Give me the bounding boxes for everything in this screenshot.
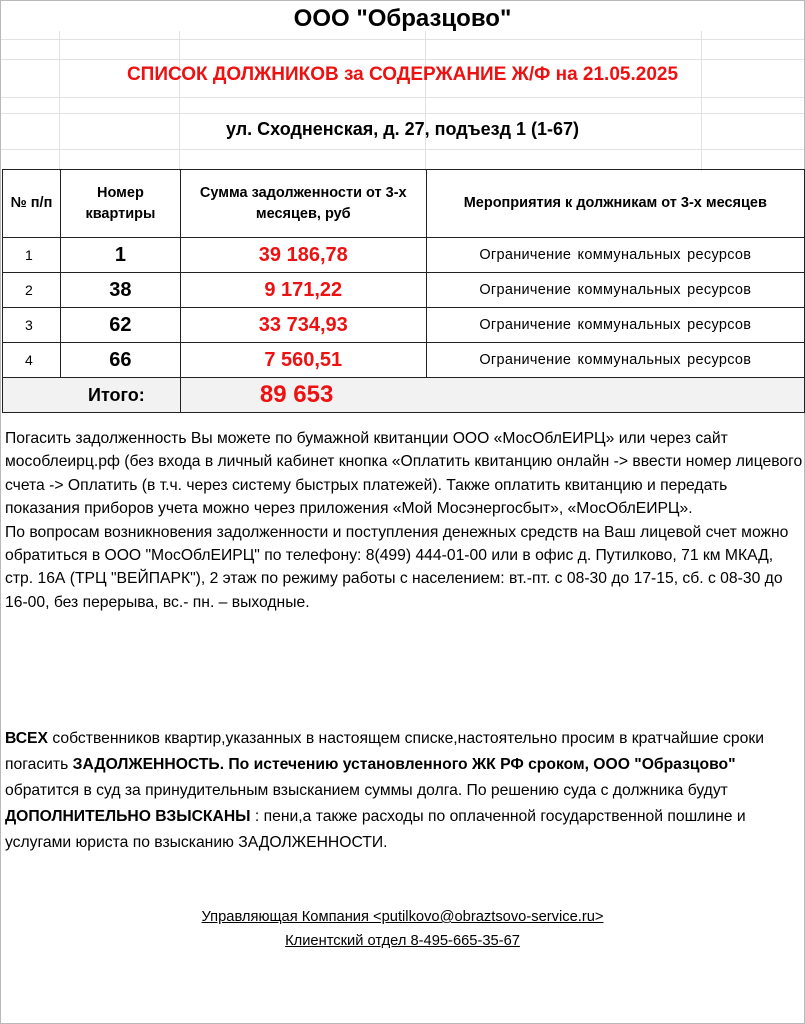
row-number: 1 bbox=[3, 238, 61, 273]
contact-instructions: По вопросам возникновения задолженности и поступления денежных средств на Ваш лицевой счет можно обратиться в ООО "МосОблЕИРЦ" по телефону: 8(499) 444-01-00 или в офис д. Путилково, 71 км МКАД, стр. 16А (ТРЦ "ВЕЙПАРК"), 2 этаж по режиму работы с населением: вт.-пт. с 08-30 до 17-15, сб. с 08-30 до 16-00, без перерыва, вс.- пн. – выходные. bbox=[5, 523, 789, 611]
header-measures: Мероприятия к должникам от 3-х месяцев bbox=[426, 170, 804, 238]
notice-text-2: обратится в суд за принудительным взысканием суммы долга. По решению суда с должника будут bbox=[5, 782, 728, 799]
footer bbox=[1, 905, 804, 953]
table-row bbox=[3, 343, 805, 378]
debtors-list-heading: СПИСОК ДОЛЖНИКОВ за СОДЕРЖАНИЕ Ж/Ф на 21.05.2025 bbox=[126, 64, 679, 85]
company-title: ООО "Образцово" bbox=[293, 5, 512, 32]
row-number: 4 bbox=[3, 343, 61, 378]
payment-instructions: Погасить задолженность Вы можете по бумажной квитанции ООО «МосОблЕИРЦ» или через сайт мособлеирц.рф (без входа в личный кабинет кнопка «Оплатить квитанцию онлайн -> ввести номер лицевого счета -> Оплатить (в т.ч. через систему быстрых платежей). Также оплатить квитанцию и передать показания приборов учета можно через приложения «Мой Мосэнергосбыт», «МосОблЕИРЦ». bbox=[5, 430, 803, 518]
client-department-phone[interactable]: Клиентский отдел 8-495-665-35-67 bbox=[285, 933, 520, 949]
row-number: 3 bbox=[3, 308, 61, 343]
debt-measure: Ограничение коммунальных ресурсов bbox=[426, 308, 804, 343]
notice-paragraph bbox=[5, 726, 803, 856]
total-label: Итого: bbox=[3, 378, 181, 413]
debt-amount: 33 734,93 bbox=[180, 308, 426, 343]
debt-amount: 7 560,51 bbox=[180, 343, 426, 378]
table-row bbox=[3, 273, 805, 308]
apartment-number: 62 bbox=[60, 308, 180, 343]
table-row bbox=[3, 238, 805, 273]
notice-text-3: : пени,а также расходы по оплаченной государственной пошлине и услугами юриста по взысканию ЗАДОЛЖЕННОСТИ. bbox=[5, 808, 746, 851]
header-row-number: № п/п bbox=[3, 170, 61, 238]
header-apartment-label: Номер квартиры bbox=[85, 184, 156, 222]
payment-info bbox=[5, 427, 803, 614]
debt-amount: 9 171,22 bbox=[180, 273, 426, 308]
notice-additional-charges: ДОПОЛНИТЕЛЬНО ВЗЫСКАНЫ bbox=[5, 808, 251, 825]
apartment-number: 66 bbox=[60, 343, 180, 378]
debtors-table bbox=[2, 169, 805, 413]
notice-text-1: собственников квартир,указанных в настоящем списке,настоятельно просим в кратчайшие сроки погасить bbox=[5, 730, 764, 773]
table-row bbox=[3, 308, 805, 343]
apartment-number: 38 bbox=[60, 273, 180, 308]
debt-measure: Ограничение коммунальных ресурсов bbox=[426, 238, 804, 273]
debt-measure: Ограничение коммунальных ресурсов bbox=[426, 343, 804, 378]
row-number: 2 bbox=[3, 273, 61, 308]
notice-all-owners: ВСЕХ bbox=[5, 730, 48, 747]
management-company-contact[interactable]: Управляющая Компания <putilkovo@obraztsovo-service.ru> bbox=[201, 909, 604, 925]
notice-debt-warning: ЗАДОЛЖЕННОСТЬ. По истечению установленного ЖК РФ сроком, ООО "Образцово" bbox=[72, 756, 736, 773]
debt-amount: 39 186,78 bbox=[180, 238, 426, 273]
building-address: ул. Сходненская, д. 27, подъезд 1 (1-67) bbox=[225, 119, 580, 139]
apartment-number: 1 bbox=[60, 238, 180, 273]
debt-notice bbox=[5, 726, 803, 856]
header-debt-sum-label: Сумма задолженности от 3-х месяцев, руб bbox=[199, 184, 407, 222]
total-row bbox=[3, 378, 805, 413]
total-value: 89 653 bbox=[180, 378, 804, 413]
table-header-row bbox=[3, 170, 805, 238]
header-apartment bbox=[60, 170, 180, 238]
debt-measure: Ограничение коммунальных ресурсов bbox=[426, 273, 804, 308]
header-debt-sum bbox=[180, 170, 426, 238]
